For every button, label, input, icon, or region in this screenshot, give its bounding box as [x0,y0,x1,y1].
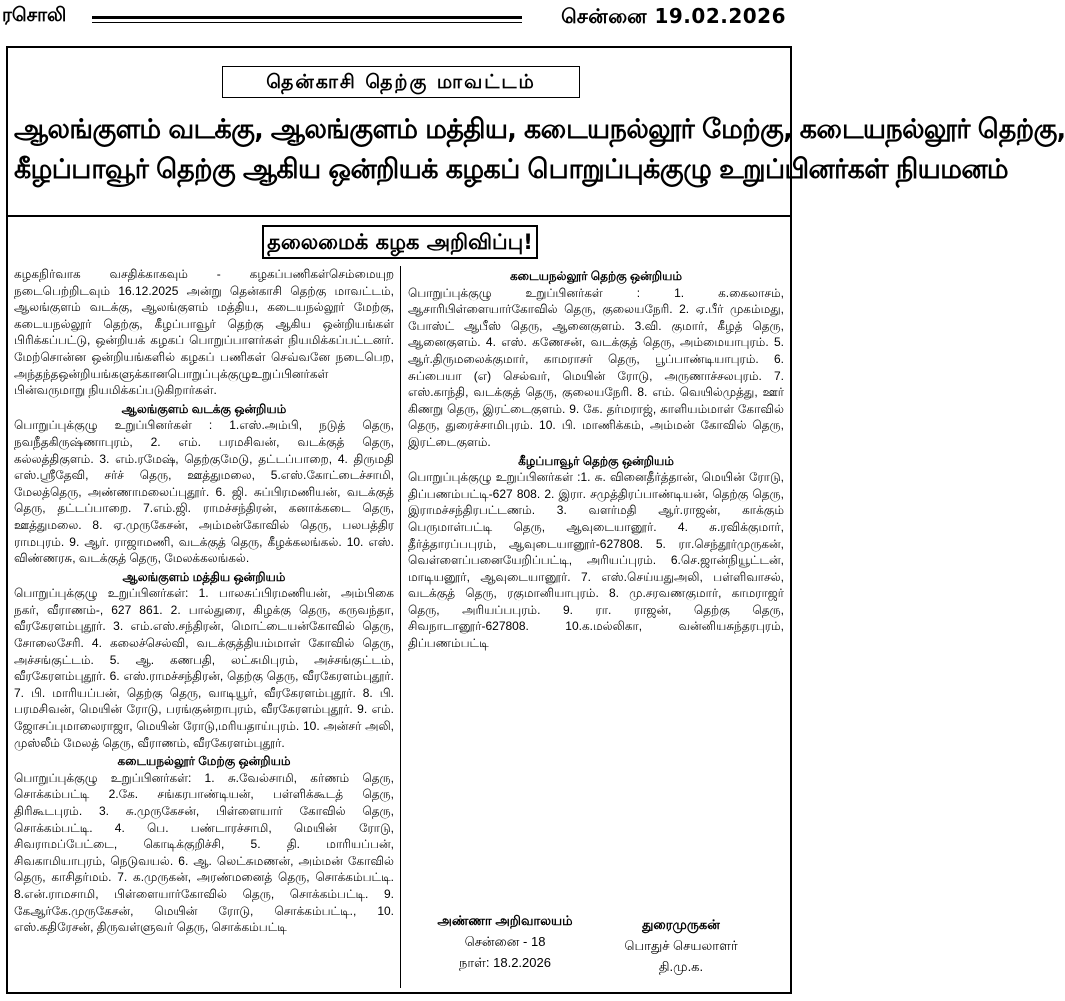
sub-heading: தலைமைக் கழக அறிவிப்பு! [262,225,538,259]
right-column [408,266,784,652]
section-title: கடையநல்லூர் மேற்கு ஒன்றியம் [117,754,291,769]
section-body: பொறுப்புக்குழு உறுப்பினர்கள் : 1. க.கைலாசம், ஆசாரிபிள்ளையார்கோவில் தெரு, குலையநேரி. 2. ஏ.பீர் முகம்மது, போஸ்ட் ஆபீஸ் தெரு, ஆனைகுளம். 3.வி. குமார், கீழத் தெரு, ஆனைகுளம். 4. எஸ். கணேசன், வடக்குத் தெரு, அம்மையாபுரம். 5. ஆர்.திருமலைக்குமார், காமராசர் தெரு, பூப்பாண்டியாபுரம். 6. சுப்பையா (எ) செல்வர், மெயின் ரோடு, அருணாச்சலபுரம். 7. எஸ்.காந்தி, வடக்குத் தெரு, குலையநேரி. 8. எம். வெயில்முத்து, ஊர் கிணறு தெரு, இரட்டைகுளம். 9. கே. தர்மராஜ், காளியம்மாள் கோவில் தெரு, துரைச்சாமிபுரம். 10. பி. மாணிக்கம், அம்மன் கோவில் தெரு, இரட்டைகுளம். [408,285,784,449]
section-body: பொறுப்புக்குழு உறுப்பினர்கள்: 1. பாலசுப்பிரமணியன், அம்பிகை நகர், வீராணம்-, 627 861. 2. பால்துரை, கிழக்கு தெரு, கருவந்தா, வீரகேரளம்புதூர். 3. எம்.எஸ்.சந்திரன், மொட்டையன்கோவில் தெரு, சோலைசேரி. 4. கலைச்செல்வி, வடக்குத்தியம்மாள் கோவில் தெரு, அச்சங்குட்டம். 5. ஆ. கணபதி, லட்சுமிபுரம், அச்சங்குட்டம், வீரகேரளம்புதூர். 6. எஸ்.ராமச்சந்திரன், தெற்கு தெரு, வீரகேரளம்புதூர். 7. பி. மாரியப்பன், தெற்கு தெரு, வாடியூர், வீரகேரளம்புதூர். 8. பி. பரமசிவன், மெயின் ரோடு, பரங்குன்றாபுரம், வீரகேரளம்புதூர். 9. எம். ஜோசப்புமாலைராஜா, மெயின் ரோடு,மரியதாய்புரம். 10. அன்சர் அலி, முஸ்லீம் மேலத் தெரு, வீராணம், வீரகேரளம்புதூர். [14,586,394,750]
notice-date: நாள்: 18.2.2026 [459,955,551,970]
headline-line: ஆலங்குளம் வடக்கு, ஆலங்குளம் மத்திய, கடையநல்லூர் மேற்கு, கடையநல்லூர் தெற்கு, [14,114,1065,145]
signatory-designation: பொதுச் செயலாளர் [624,938,738,953]
office-place: சென்னை - 18 [464,934,546,949]
city-date: சென்னை 19.02.2026 [561,4,786,28]
newspaper-name: ரசொலி [2,4,67,26]
signatory-name: துரைமுருகன் [642,917,720,932]
section-title: கடையநல்லூர் தெற்கு ஒன்றியம் [509,269,683,283]
signature-left [430,910,580,973]
section-body: பொறுப்புக்குழு உறுப்பினர்கள் :1. சு. வினைதீர்த்தான், மெயின் ரோடு, திப்பணம்பட்டி-627 808. 2. இரா. சமுத்திரப்பாண்டியன், தெற்கு தெரு, இராமச்சந்திரபட்டணம். 3. வளர்மதி ஆர்.ராஜன், காக்கும் பெருமாள்பட்டி தெரு, ஆவுடையானூர். 4. சு.ரவிக்குமார், தீர்த்தாரப்பபுரம், ஆவுடையானூர்-627808. 5. ரா.செந்தூர்முருகன், வெள்ளைப்பனையேறிப்பட்டி, அரியப்புரம். 6.செ.ஜான்நியூட்டன், மாடியனூர், ஆவுடையானூர். 7. எஸ்.செய்யதுஅலி, பள்ளிவாசல், வடக்குத் தெரு, ரகுமானியாபுரம். 8. மு.சரவணகுமார், காமராஜர் தெரு, அரியப்பபுரம். 9. ரா. ராஜன், தெற்கு தெரு, சிவநாடானூர்-627808. 10.க.மல்லிகா, வன்னியசுந்தரபுரம், திப்பணம்பட்டி [408,470,784,651]
party-name: தி.மு.க. [658,959,704,974]
section-title: கீழப்பாவூர் தெற்கு ஒன்றியம் [518,453,674,468]
masthead [0,4,800,32]
column-divider [400,266,401,988]
section-body: பொறுப்புக்குழு உறுப்பினர்கள் : 1.எஸ்.அம்பி, நடுத் தெரு, நவநீதகிருஷ்ணாபுரம், 2. எம். பரமசிவன், வடக்குத் தெரு, கல்லத்திகுளம். 3. எம்.ரமேஷ், தெற்குமேடு, தட்டப்பாறை, 4. திருமதி எஸ்.ஸ்ரீதேவி, சர்ச் தெரு, ஊத்துமலை, 5.எஸ்.கோட்டைச்சாமி, மேலத்தெரு, அண்ணாமலைப்புதூர். 6. ஜி. சுப்பிரமணியன், வடக்குத் தெரு, தட்டப்பாறை. 7.எம்.ஜி. ராமச்சந்திரன், கனாக்கடை தெரு, ஊத்துமலை. 8. ஏ.முருகேசன், அம்மன்கோவில் தெரு, பலபத்திர ராமபுரம். 9. ஆர். ராஜாமணி, வடக்குத் தெரு, கீழக்கலங்கல். 10. எஸ். விண்ணரசு, வடக்குத் தெரு, மேலக்கலங்கல். [14,418,394,566]
headline-line: கீழப்பாவூர் தெற்கு ஆகிய ஒன்றியக் கழகப் பொறுப்புக்குழு உறுப்பினர்கள் நியமனம் [14,154,1009,185]
headline [14,110,1065,190]
section-body: பொறுப்புக்குழு உறுப்பினர்கள்: 1. சு.வேல்சாமி, கர்ணம் தெரு, சொக்கம்பட்டி 2.கே. சங்கரபாண்டியன், பள்ளிக்கூடத் தெரு, திரிகூடபுரம். 3. சு.முருகேசன், பிள்ளையார் கோவில் தெரு, சொக்கம்பட்டி. 4. பெ. பண்டாரச்சாமி, மெயின் ரோடு, சிவராமப்பேட்டை, கொடிக்குறிச்சி, 5. தி. மாரியப்பன், சிவகாமியாபுரம், நெடுவயல். 6. ஆ. லெட்சுமணன், அம்மன் கோவில் தெரு, காசிதர்மம். 7. க.முருகன், அரண்மனைத் தெரு, சொக்கம்பட்டி. 8.என்.ராமசாமி, பிள்ளையார்கோவில் தெரு, சொக்கம்பட்டி. 9. கேஆர்கே.முருகேசன், மெயின் ரோடு, சொக்கம்பட்டி., 10. எஸ்.கதிரேசன், திருவள்ளுவர் தெரு, சொக்கம்பட்டி [14,770,394,935]
office-name: அண்ணா அறிவாலயம் [437,913,573,928]
intro-paragraph: கழகநிர்வாக வசதிக்காகவும் - கழகப்பணிகள்செம்மையுற நடைபெற்றிடவும் 16.12.2025 அன்று தென்காசி தெற்கு மாவட்டம், ஆலங்குளம் வடக்கு, ஆலங்குளம் மத்திய, கடையநல்லூர் மேற்கு, கடையநல்லூர் தெற்கு, கீழப்பாவூர் தெற்கு ஆகிய ஒன்றியங்கள் பிரிக்கப்பட்டு, ஒன்றியக் கழகப் பொறுப்பாளர்கள் நியமிக்கப்பட்டனர். மேற்சொன்ன ஒன்றியங்களில் கழகப் பணிகள் செவ்வனே நடைபெற, அந்தந்தஒன்றியங்களுக்கானபொறுப்புக்குழுஉறுப்பினர்கள் பின்வருமாறு நியமிக்கப்படுகிறார்கள். [14,267,394,398]
left-column [14,266,394,986]
masthead-rule-thin [92,22,522,23]
divider [8,215,790,217]
section-title: ஆலங்குளம் மத்திய ஒன்றியம் [122,569,286,584]
signature-right [606,914,756,977]
district-title: தென்காசி தெற்கு மாவட்டம் [222,66,580,98]
masthead-rule [92,16,522,19]
section-title: ஆலங்குளம் வடக்கு ஒன்றியம் [121,401,287,416]
